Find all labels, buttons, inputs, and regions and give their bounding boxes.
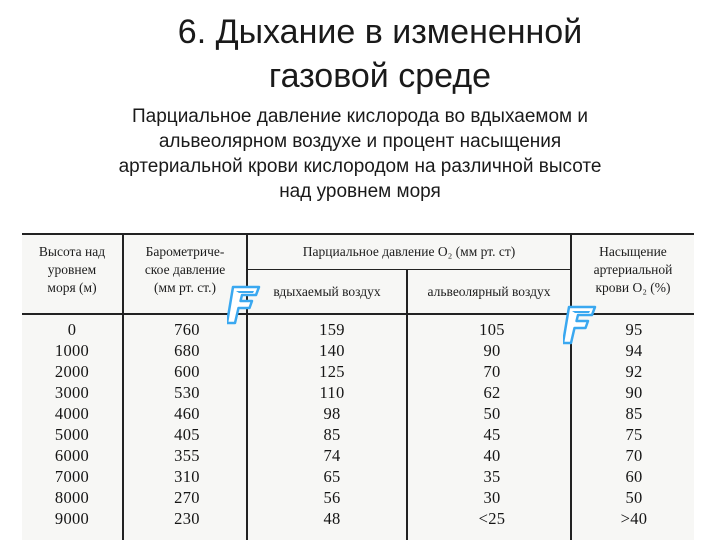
alveolar-cell: 50 <box>483 404 501 423</box>
header-partial-pressure-text: Парциальное давление O₂ (мм рт. ст) <box>302 244 516 259</box>
saturation-cell: 75 <box>625 425 643 444</box>
saturation-cell: 50 <box>625 488 643 507</box>
header-saturation-line-1: Насыщение <box>599 244 667 259</box>
pressure-cell: 310 <box>174 467 200 486</box>
pressure-cell: 460 <box>174 404 200 423</box>
slide-title <box>100 10 660 98</box>
pressure-cell: 355 <box>174 446 200 465</box>
altitude-cell: 2000 <box>54 362 90 381</box>
header-pressure-line-1: Барометриче- <box>145 244 225 259</box>
header-saturation <box>572 243 694 297</box>
altitude-cell: 9000 <box>54 509 90 528</box>
altitude-cell: 5000 <box>54 425 90 444</box>
title-line-1: 6. Дыхание в измененной <box>177 13 583 51</box>
inhaled-cell: 65 <box>323 467 341 486</box>
saturation-cell: >40 <box>620 509 648 528</box>
header-alveolar <box>408 283 570 301</box>
pressure-cell: 230 <box>174 509 200 528</box>
alveolar-cell: 40 <box>483 446 501 465</box>
header-altitude <box>22 243 122 297</box>
header-altitude-line-1: Высота над <box>38 244 106 259</box>
alveolar-cell: 62 <box>483 383 501 402</box>
altitude-cell: 1000 <box>54 341 90 360</box>
header-pressure-line-3: (мм рт. ст.) <box>154 280 216 295</box>
caption-line-3: артериальной крови кислородом на различной высоте <box>118 156 602 177</box>
inhaled-cell: 159 <box>319 320 345 339</box>
watermark-f-logo-icon <box>563 305 597 345</box>
inhaled-cell: 85 <box>323 425 341 444</box>
caption-line-1: Парциальное давление кислорода во вдыхаемом и <box>132 106 588 127</box>
header-inhaled <box>248 283 406 301</box>
header-altitude-line-3: моря (м) <box>47 280 97 295</box>
alveolar-cell: <25 <box>478 509 506 528</box>
column-altitude <box>42 319 102 529</box>
table-caption <box>20 104 700 204</box>
inhaled-cell: 56 <box>323 488 341 507</box>
saturation-cell: 90 <box>625 383 643 402</box>
column-pressure <box>157 319 217 529</box>
altitude-cell: 0 <box>67 320 77 339</box>
altitude-cell: 7000 <box>54 467 90 486</box>
column-saturation <box>604 319 664 529</box>
inhaled-cell: 140 <box>319 341 345 360</box>
pressure-cell: 270 <box>174 488 200 507</box>
column-rule-2 <box>246 233 248 540</box>
altitude-cell: 3000 <box>54 383 90 402</box>
saturation-cell: 60 <box>625 467 643 486</box>
saturation-cell: 70 <box>625 446 643 465</box>
watermark-f-logo-icon <box>227 285 261 325</box>
pressure-cell: 760 <box>174 320 200 339</box>
alveolar-cell: 35 <box>483 467 501 486</box>
altitude-cell: 4000 <box>54 404 90 423</box>
column-rule-3 <box>406 270 408 540</box>
data-table-image <box>22 233 694 540</box>
column-inhaled <box>302 319 362 529</box>
pressure-cell: 600 <box>174 362 200 381</box>
column-alveolar <box>462 319 522 529</box>
saturation-cell: 85 <box>625 404 643 423</box>
inhaled-cell: 74 <box>323 446 341 465</box>
alveolar-cell: 45 <box>483 425 501 444</box>
alveolar-cell: 90 <box>483 341 501 360</box>
altitude-cell: 8000 <box>54 488 90 507</box>
header-partial-pressure-group <box>248 243 570 261</box>
title-line-2: газовой среде <box>268 57 492 95</box>
inhaled-cell: 110 <box>319 383 345 402</box>
pressure-cell: 530 <box>174 383 200 402</box>
header-saturation-line-2: артериальной <box>593 262 673 277</box>
header-pressure-line-2: ское давление <box>144 262 226 277</box>
caption-line-2: альвеолярном воздухе и процент насыщения <box>158 131 562 152</box>
caption-line-4: над уровнем моря <box>279 181 441 202</box>
altitude-cell: 6000 <box>54 446 90 465</box>
inhaled-cell: 125 <box>319 362 345 381</box>
saturation-cell: 94 <box>625 341 643 360</box>
saturation-cell: 92 <box>625 362 643 381</box>
header-saturation-line-3: крови O₂ (%) <box>595 280 671 295</box>
inhaled-cell: 98 <box>323 404 341 423</box>
inhaled-cell: 48 <box>323 509 341 528</box>
alveolar-cell: 30 <box>483 488 501 507</box>
pressure-cell: 405 <box>174 425 200 444</box>
alveolar-cell: 70 <box>483 362 501 381</box>
header-altitude-line-2: уровнем <box>47 262 97 277</box>
group-header-rule <box>248 269 570 270</box>
alveolar-cell: 105 <box>479 320 505 339</box>
saturation-cell: 95 <box>625 320 643 339</box>
header-inhaled-text: вдыхаемый воздух <box>273 284 381 299</box>
pressure-cell: 680 <box>174 341 200 360</box>
header-alveolar-text: альвеолярный воздух <box>427 284 551 299</box>
